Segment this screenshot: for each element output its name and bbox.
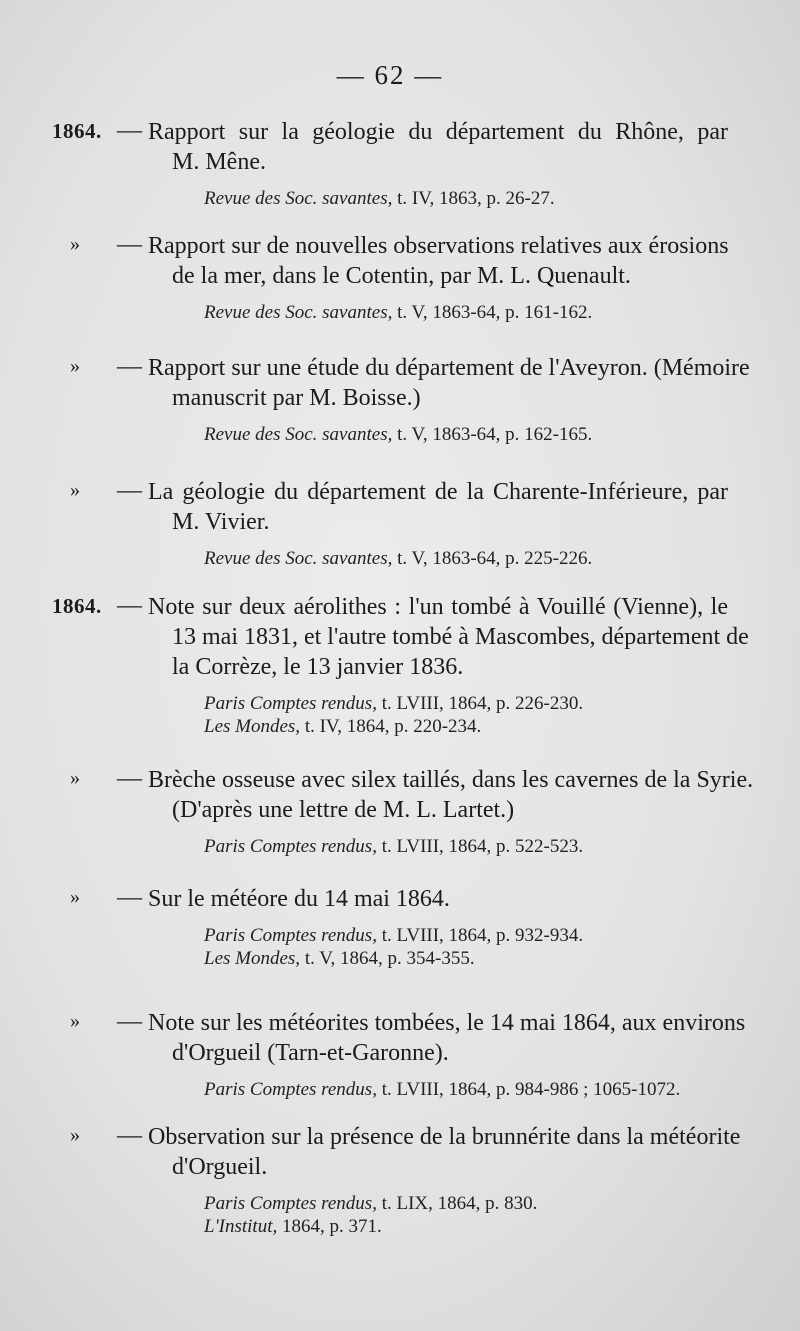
reference-details: t. IV, 1864, p. 220-234. — [300, 716, 482, 737]
entry-references — [0, 1192, 800, 1238]
reference-publication: Paris Comptes rendus, — [204, 1193, 377, 1214]
entry-dash: — — [117, 765, 142, 792]
entry-year: 1864. — [52, 119, 102, 143]
reference-line — [204, 924, 800, 947]
entry-title-continuation: manuscrit par M. Boisse.) — [172, 385, 421, 411]
reference-line — [204, 692, 800, 715]
entry-references — [0, 187, 800, 210]
reference-details: t. LVIII, 1864, p. 226-230. — [376, 693, 584, 714]
ditto-mark: » — [70, 1010, 80, 1032]
reference-publication: Paris Comptes rendus, — [204, 925, 377, 946]
entry-references — [0, 423, 800, 446]
reference-details: t. V, 1863-64, p. 161-162. — [392, 302, 593, 323]
entry-references — [0, 692, 800, 738]
reference-publication: Paris Comptes rendus, — [204, 836, 377, 857]
reference-details: t. V, 1864, p. 354-355. — [300, 948, 475, 969]
entry-dash: — — [117, 592, 142, 619]
entry-title-line: Rapport sur la géologie du département du Rhône, par — [148, 119, 728, 145]
entry-references — [0, 835, 800, 858]
bibliography-entry — [0, 1008, 800, 1101]
reference-details: t. LVIII, 1864, p. 522-523. — [376, 836, 584, 857]
entry-title-line: Observation sur la présence de la brunnérite dans la météorite — [148, 1124, 741, 1150]
entry-title-continuation: 13 mai 1831, et l'autre tombé à Mascombes, département de — [172, 624, 749, 650]
entry-title-line: La géologie du département de la Charente-Inférieure, par — [148, 479, 728, 505]
entry-title-line: Sur le météore du 14 mai 1864. — [148, 886, 450, 912]
bibliography-entry — [0, 884, 800, 970]
entry-dash: — — [117, 477, 142, 504]
ditto-mark: » — [70, 233, 80, 255]
entry-title-continuation: M. Vivier. — [172, 509, 270, 535]
reference-publication: Paris Comptes rendus, — [204, 693, 377, 714]
entry-title-line: Note sur deux aérolithes : l'un tombé à Vouillé (Vienne), le — [148, 594, 728, 620]
reference-details: t. V, 1863-64, p. 162-165. — [392, 424, 593, 445]
ditto-mark: » — [70, 886, 80, 908]
entry-references — [0, 547, 800, 570]
ditto-mark: » — [70, 1124, 80, 1146]
reference-publication: Revue des Soc. savantes, — [204, 548, 393, 569]
bibliography-entry — [0, 1122, 800, 1238]
entry-title-line: Rapport sur de nouvelles observations relatives aux érosions — [148, 233, 729, 259]
reference-details: t. V, 1863-64, p. 225-226. — [392, 548, 593, 569]
reference-publication: Les Mondes, — [204, 948, 301, 969]
reference-line — [204, 1215, 800, 1238]
ditto-mark: » — [70, 355, 80, 377]
entry-title-continuation: de la mer, dans le Cotentin, par M. L. Quenault. — [172, 263, 631, 289]
entry-dash: — — [117, 117, 142, 144]
entry-references — [0, 301, 800, 324]
reference-publication: Paris Comptes rendus, — [204, 1079, 377, 1100]
ditto-mark: » — [70, 479, 80, 501]
reference-publication: Revue des Soc. savantes, — [204, 188, 393, 209]
reference-details: t. LVIII, 1864, p. 984-986 ; 1065-1072. — [376, 1079, 681, 1100]
reference-line — [204, 187, 800, 210]
entry-title-continuation: d'Orgueil (Tarn-et-Garonne). — [172, 1040, 449, 1066]
entry-title-continuation: d'Orgueil. — [172, 1154, 268, 1180]
entry-title-continuation: (D'après une lettre de M. L. Lartet.) — [172, 797, 515, 823]
entry-references — [0, 1078, 800, 1101]
reference-details: t. IV, 1863, p. 26-27. — [392, 188, 555, 209]
reference-line — [204, 1078, 800, 1101]
page-number: — 62 — — [336, 60, 444, 90]
reference-publication: Revue des Soc. savantes, — [204, 302, 393, 323]
entry-title-line: Rapport sur une étude du département de l'Aveyron. (Mémoire — [148, 355, 750, 381]
reference-line — [204, 835, 800, 858]
bibliography-entry — [0, 231, 800, 324]
bibliography-entry — [0, 592, 800, 738]
bibliography-entry — [0, 477, 800, 570]
reference-line — [204, 947, 800, 970]
reference-line — [204, 423, 800, 446]
entry-title-line: Brèche osseuse avec silex taillés, dans les cavernes de la Syrie. — [148, 767, 754, 793]
entry-dash: — — [117, 1122, 142, 1149]
entry-title-line: Note sur les météorites tombées, le 14 mai 1864, aux environs — [148, 1010, 746, 1036]
entry-dash: — — [117, 884, 142, 911]
entry-dash: — — [117, 353, 142, 380]
entry-title-continuation: M. Mêne. — [172, 149, 266, 175]
reference-publication: Revue des Soc. savantes, — [204, 424, 393, 445]
reference-details: t. LVIII, 1864, p. 932-934. — [376, 925, 584, 946]
reference-line — [204, 547, 800, 570]
bibliography-entry — [0, 117, 800, 210]
bibliography-entry — [0, 353, 800, 446]
entry-year: 1864. — [52, 594, 102, 618]
reference-publication: L'Institut, — [204, 1216, 278, 1237]
reference-line — [204, 1192, 800, 1215]
reference-details: t. LIX, 1864, p. 830. — [376, 1193, 538, 1214]
reference-line — [204, 715, 800, 738]
entry-title-continuation: la Corrèze, le 13 janvier 1836. — [172, 654, 464, 680]
entry-references — [0, 924, 800, 970]
entry-dash: — — [117, 1008, 142, 1035]
entry-dash: — — [117, 231, 142, 258]
reference-line — [204, 301, 800, 324]
bibliography-entry — [0, 765, 800, 858]
reference-publication: Les Mondes, — [204, 716, 301, 737]
ditto-mark: » — [70, 767, 80, 789]
reference-details: 1864, p. 371. — [277, 1216, 382, 1237]
